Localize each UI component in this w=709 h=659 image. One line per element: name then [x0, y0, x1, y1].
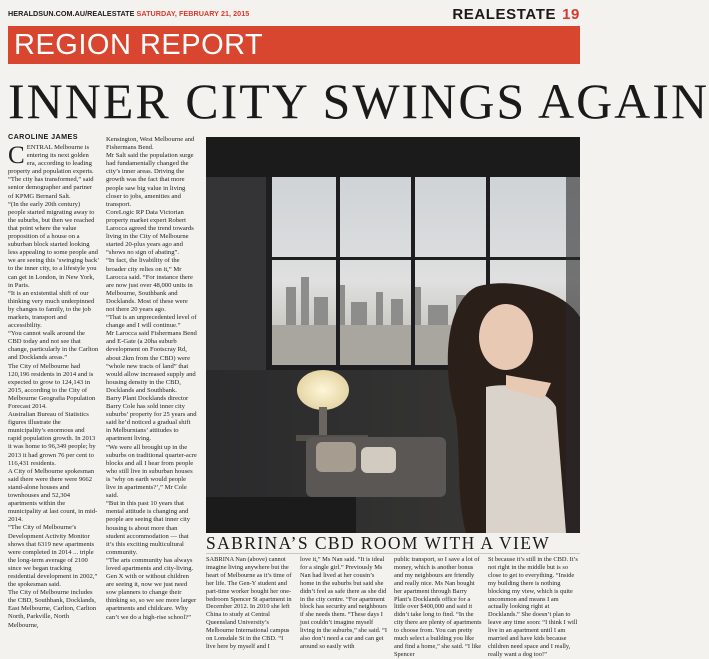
- paragraph: Barry Plant Docklands director Barry Cole has sold inner city suburbs’ property for 25 years and said he’d noticed a gradual shift in Melburnians’ attitudes to apartment living.: [106, 395, 197, 443]
- divider: [206, 553, 580, 554]
- header-url: HERALDSUN.COM.AU/REALESTATE: [8, 9, 135, 18]
- paragraph: CENTRAL Melbourne is entering its next golden era, according to leading property and population experts.: [8, 142, 94, 176]
- article-photo: [206, 137, 580, 533]
- paragraph: Mr Larocca said Fishermans Bend and E-Gate (a 20ha suburb development on Footscray Rd, about 2km from the CBD) were “whole new tracts of land” that would allow increased supply and housing density in the CBD, Docklands and Southbank.: [106, 330, 197, 394]
- photo-caption: SABRINA’S CBD ROOM WITH A VIEW: [206, 533, 551, 553]
- paragraph: The City of Melbourne had 120,196 residents in 2014 and is expected to grow to 124,143 in 2015, according to the City of Melbourne Geografia Population Forecast 2014.: [8, 362, 96, 410]
- header-url-date: [8, 9, 249, 18]
- section-title: [452, 6, 580, 23]
- paragraph: CoreLogic RP Data Victorian property market expert Robert Larocca agreed the trend towards living in the City of Melbourne started 20-plus years ago and “shows no sign of abating”.: [106, 208, 194, 257]
- header-date: SATURDAY, FEBRUARY 21, 2015: [136, 9, 250, 18]
- paragraph: Mr Salt said the population surge had fundamentally changed the city’s inner areas. Driving the growth was the fact that more people saw big value in living closer to jobs, amenities and transport.: [106, 152, 194, 208]
- paragraph: “The City of Melbourne’s Development Activity Monitor shows that 6319 new apartments were completed in 2014 ... triple the long-term average of 2100 since we began tracking residential development in 2002,” the spokesman said.: [8, 524, 98, 589]
- region-report-banner: REGION REPORT: [8, 26, 580, 64]
- paragraph: “You cannot walk around the CBD today and not see that change, particularly in the Carlton and Docklands areas.”: [8, 330, 99, 362]
- paragraph: “The arts community has always loved apartments and city-living. Gen X with or without children are seeing it, now we just need sow planners to change their thinking so, so we see more larger apartments and childcare. Why can’t we do a high-rise school?”: [106, 556, 197, 621]
- paragraph: “We were all brought up in the suburbs on traditional quarter-acre blocks and all I hear from people who still live in suburban houses is ‘why on earth would people live in apartments?’,” Mr Cole said.: [106, 443, 197, 500]
- paragraph: “That is an unprecedented level of change and I will continue.”: [106, 314, 197, 330]
- paragraph: “It is an existential shift of our thinking very much underpinned by changes to family, to the job markets, transport and accessibility.: [8, 289, 95, 330]
- paragraph: “The city has transformed,” said senior demographer and partner of KPMG Bernard Salt.: [8, 176, 94, 200]
- sidebar-column-4: St because it’s still in the CBD. It’s not right in the middle but is so close to get to everything. “Inside my building there is nothing blocking my view, which is quite uncommon and means I am actually looking right at Docklands.” She doesn’t plan to leave any time soon: “I think I will live in an apartment until I am married and have kids because children need space and I really, really want a dog too!”: [488, 556, 578, 658]
- article-column-1: [8, 142, 99, 629]
- page-number: 19: [562, 6, 580, 23]
- drop-cap: C: [8, 142, 25, 169]
- paragraph: “(In the early 20th century) people started migrating away to the suburbs, but then we reached that point where the value proposition of a house on a suburban block started looking less appealing to some people and we are seeing this ‘swinging back’ to the inner city, to a lifestyle you can get in London, in New York, in Paris.: [8, 200, 99, 289]
- article-column-2: [106, 136, 197, 622]
- paragraph: “But in this past 10 years that mental attitude is changing and people are seeing that inner city housing is about more than student accommodation — that it’s this exciting multicultural community.: [106, 500, 191, 556]
- section-name: REALESTATE: [452, 6, 557, 23]
- page-header: [8, 8, 580, 22]
- sidebar-column-2: love it,” Ms Nan said. “It is ideal for a single girl.” Previously Ms Nan had lived at her cousin’s home in the suburbs but said she didn’t feel as safe there as she did in the city centre. “For apartment block has security and neighbours if she needs them. “These days I just couldn’t imagine myself living in the suburbs,” she said. “I also don’t need a car and can get around so easily with: [300, 556, 387, 650]
- paragraph: A City of Melbourne spokesman said there were there were 9662 stand-alone houses and townhouses and 52,304 apartments within the municipality at last count, in mid-2014.: [8, 467, 98, 524]
- paragraph: Australian Bureau of Statistics figures illustrate the municipality’s enormous and rapid population growth. In 2013 it was home to 96,349 people; by 2013 it had grown 76 per cent to 116,431 residents.: [8, 411, 96, 467]
- byline: CAROLINE JAMES: [8, 132, 78, 141]
- headline: INNER CITY SWINGS AGAIN: [8, 73, 709, 129]
- paragraph: Kensington, West Melbourne and Fishermans Bend.: [106, 136, 195, 152]
- apartment-photo-illustration: [206, 137, 580, 533]
- paragraph: The City of Melbourne includes the CBD, Southbank, Docklands, East Melbourne, Carlton, Carlton North, Parkville, North Melbourne,: [8, 589, 97, 629]
- paragraph: “In fact, the livability of the broader city relies on it,” Mr Larocca said. “For instance there are now just over 48,000 units in Melbourne, Southbank and Docklands. Most of these were not there 20 years ago.: [106, 257, 193, 313]
- sidebar-column-3: public transport, so I save a lot of money, which is another bonus and my neighbours are friendly and really nice. Ms Nan bought her apartment through Barry Plant’s Docklands office for a little over $400,000 and said it didn’t take long to find. “In the city there are plenty of apartments to choose from. You can pretty much select a building you like and find a home,” she said. “I like Spencer: [394, 556, 482, 658]
- sidebar-column-1: SABRINA Nan (above) cannot imagine living anywhere but the heart of Melbourne as it’s time of her life. The Gen-Y student and part-time worker bought her one-bedroom Spencer St apartment in December 2012. In 2010 she left China to study at Central Queensland University’s Melbourne International campus on Lonsdale St in the CBD. “I live here by myself and I: [206, 556, 292, 650]
